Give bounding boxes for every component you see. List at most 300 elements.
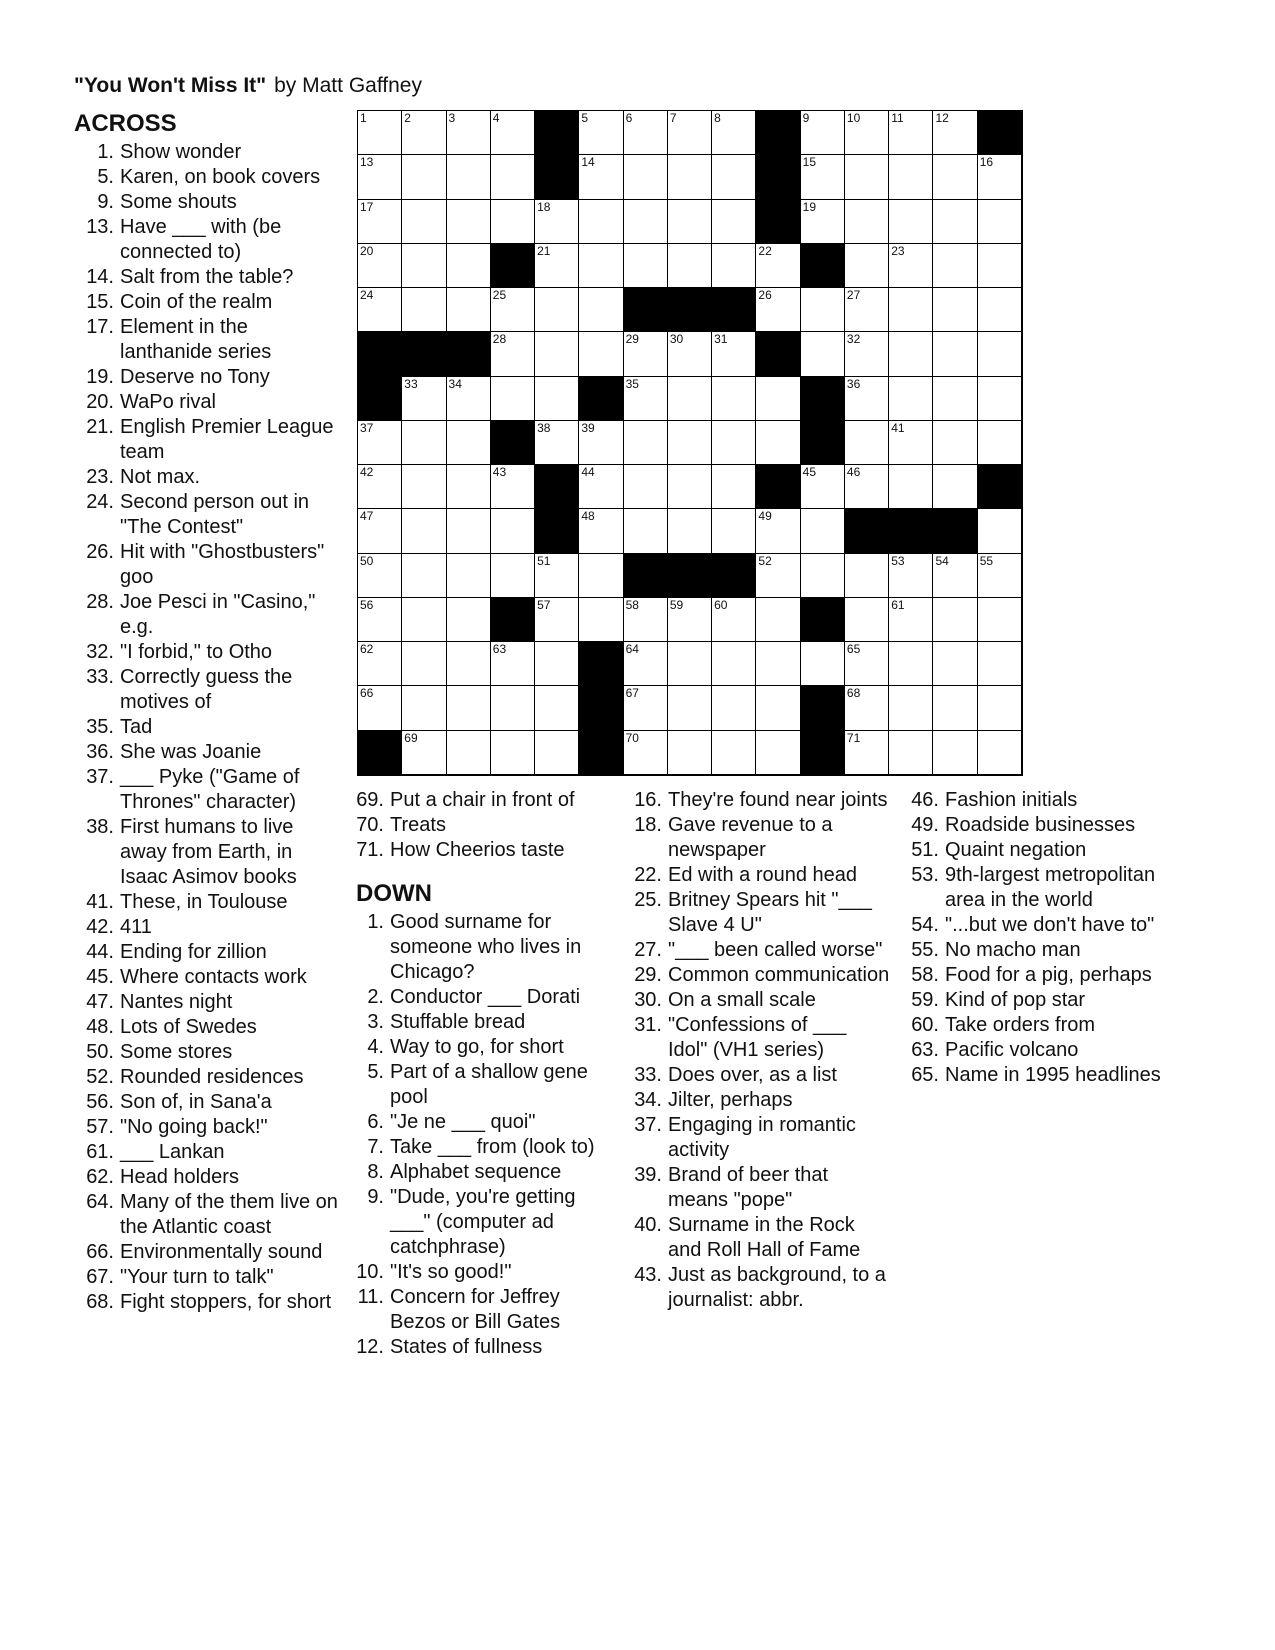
grid-cell[interactable] [668,200,712,244]
grid-cell[interactable] [579,598,623,642]
cell-number: 22 [758,243,772,258]
grid-cell[interactable] [447,288,491,332]
grid-cell[interactable] [491,686,535,730]
cell-number: 33 [404,376,418,391]
clue-text: Salt from the table? [120,266,294,288]
clue-text: Some shouts [120,191,237,213]
grid-cell[interactable] [402,465,446,509]
grid-cell[interactable] [535,332,579,376]
clue-number: 38. [86,816,114,838]
grid-cell[interactable] [756,288,800,332]
black-square [756,155,800,199]
cell-number: 6 [625,111,633,125]
grid-cell[interactable] [712,421,756,465]
grid-cell[interactable] [889,642,933,686]
grid-cell[interactable] [624,155,668,199]
grid-cell[interactable] [756,598,800,642]
across-clue [72,1015,344,1040]
grid-cell[interactable] [978,421,1022,465]
grid-cell[interactable] [889,465,933,509]
grid-cell[interactable] [447,598,491,642]
grid-cell[interactable] [756,642,800,686]
down-clue [620,1063,890,1088]
grid-cell[interactable] [624,377,668,421]
grid-cell[interactable] [756,421,800,465]
grid-cell[interactable] [933,554,977,598]
cell-number: 50 [360,553,374,568]
grid-cell[interactable] [447,731,491,775]
clue-text: Element in the lanthanide series [120,316,272,363]
grid-cell[interactable] [978,686,1022,730]
grid-cell[interactable] [845,155,889,199]
grid-cell[interactable] [933,598,977,642]
grid-cell[interactable] [491,288,535,332]
grid-cell[interactable] [978,244,1022,288]
across-clue [72,1115,344,1140]
clue-text: WaPo rival [120,391,216,413]
grid-cell[interactable] [845,421,889,465]
grid-cell[interactable] [845,598,889,642]
black-square [447,332,491,376]
grid-cell[interactable] [579,465,623,509]
grid-cell[interactable] [447,244,491,288]
clue-number: 44. [86,941,114,963]
grid-cell[interactable] [535,686,579,730]
grid-cell[interactable] [756,244,800,288]
clue-number: 39. [634,1164,662,1186]
grid-cell[interactable] [447,111,491,155]
grid-cell[interactable] [889,377,933,421]
across-heading: ACROSS [74,110,177,137]
grid-cell[interactable] [889,554,933,598]
grid-cell[interactable] [447,200,491,244]
grid-cell[interactable] [845,465,889,509]
grid-cell[interactable] [668,111,712,155]
grid-cell[interactable] [889,421,933,465]
grid-cell[interactable] [801,288,845,332]
grid-cell[interactable] [624,731,668,775]
clue-number: 13. [86,216,114,238]
clue-number: 8. [367,1161,384,1183]
grid-cell[interactable] [624,244,668,288]
clue-number: 43. [634,1264,662,1286]
grid-cell[interactable] [889,111,933,155]
grid-cell[interactable] [933,377,977,421]
clue-number: 3. [367,1011,384,1033]
grid-cell[interactable] [624,111,668,155]
grid-cell[interactable] [889,200,933,244]
grid-cell[interactable] [358,111,402,155]
grid-cell[interactable] [491,155,535,199]
grid-cell[interactable] [801,111,845,155]
grid-cell[interactable] [535,377,579,421]
grid-cell[interactable] [756,509,800,553]
grid-cell[interactable] [889,686,933,730]
grid-cell[interactable] [712,465,756,509]
grid-cell[interactable] [447,155,491,199]
grid-cell[interactable] [845,642,889,686]
clue-text: Put a chair in front of [390,789,575,811]
cell-number: 11 [891,111,904,125]
clue-text: Does over, as a list [668,1064,837,1086]
grid-cell[interactable] [624,200,668,244]
grid-cell[interactable] [845,554,889,598]
clue-number: 69. [356,789,384,811]
grid-cell[interactable] [845,244,889,288]
grid-cell[interactable] [491,642,535,686]
grid-cell[interactable] [579,554,623,598]
down-clue [342,1135,612,1160]
grid-cell[interactable] [579,421,623,465]
cell-number: 30 [669,332,684,347]
grid-cell[interactable] [978,554,1022,598]
grid-cell[interactable] [402,288,446,332]
grid-cell[interactable] [491,731,535,775]
grid-cell[interactable] [624,465,668,509]
grid-cell[interactable] [624,598,668,642]
black-square [579,731,623,775]
clue-text: "___ been called worse" [668,939,883,961]
grid-cell[interactable] [358,155,402,199]
cell-number: 46 [846,465,861,480]
clue-text: Pacific volcano [945,1039,1079,1061]
across-clue [72,165,344,190]
grid-cell[interactable] [978,642,1022,686]
grid-cell[interactable] [801,509,845,553]
clue-number: 54. [911,914,939,936]
clue-number: 2. [367,986,384,1008]
grid-cell[interactable] [535,421,579,465]
black-square [668,288,712,332]
grid-cell[interactable] [933,731,977,775]
grid-cell[interactable] [889,598,933,642]
grid-cell[interactable] [712,155,756,199]
down-clue [897,863,1169,913]
grid-cell[interactable] [801,155,845,199]
down-clue [897,1063,1169,1088]
clue-number: 4. [367,1036,384,1058]
clue-text: Have ___ with (be connected to) [120,216,282,263]
clue-text: Brand of beer that means "pope" [668,1164,829,1211]
grid-cell[interactable] [358,509,402,553]
grid-cell[interactable] [668,731,712,775]
clue-text: English Premier League team [120,416,334,463]
grid-cell[interactable] [447,465,491,509]
grid-cell[interactable] [845,377,889,421]
grid-cell[interactable] [579,200,623,244]
grid-cell[interactable] [358,554,402,598]
grid-cell[interactable] [933,686,977,730]
across-clue [72,365,344,390]
grid-cell[interactable] [712,509,756,553]
grid-cell[interactable] [491,200,535,244]
clue-number: 9. [367,1186,384,1208]
across-clue [342,788,612,813]
clue-number: 42. [86,916,114,938]
clue-number: 52. [86,1066,114,1088]
grid-cell[interactable] [933,288,977,332]
clue-text: Lots of Swedes [120,1016,257,1038]
across-clue [72,1190,344,1240]
clue-number: 34. [634,1089,662,1111]
clue-text: Alphabet sequence [390,1161,562,1183]
down-clue [897,913,1169,938]
across-clue [72,740,344,765]
grid-cell[interactable] [535,731,579,775]
grid-cell[interactable] [402,200,446,244]
grid-cell[interactable] [624,421,668,465]
grid-cell[interactable] [933,465,977,509]
cell-number: 2 [404,111,411,125]
cell-number: 64 [625,642,639,657]
grid-cell[interactable] [889,244,933,288]
grid-cell[interactable] [712,200,756,244]
clue-text: Name in 1995 headlines [945,1064,1161,1086]
down-clue [620,988,890,1013]
grid-cell[interactable] [447,377,491,421]
grid-cell[interactable] [668,598,712,642]
grid-cell[interactable] [491,332,535,376]
grid-cell[interactable] [978,288,1022,332]
grid-cell[interactable] [845,200,889,244]
across-clue [72,590,344,640]
grid-cell[interactable] [624,332,668,376]
grid-cell[interactable] [712,377,756,421]
cell-number: 19 [802,199,817,214]
grid-cell[interactable] [668,509,712,553]
grid-cell[interactable] [978,598,1022,642]
clue-text: Food for a pig, perhaps [945,964,1152,986]
clue-number: 63. [911,1039,939,1061]
grid-cell[interactable] [845,332,889,376]
black-square [756,332,800,376]
down-clue [342,1260,612,1285]
grid-cell[interactable] [933,111,977,155]
grid-cell[interactable] [801,200,845,244]
clue-text: "Your turn to talk" [120,1266,274,1288]
down-clue [620,813,890,863]
grid-cell[interactable] [978,509,1022,553]
clue-number: 53. [911,864,939,886]
grid-cell[interactable] [845,686,889,730]
grid-cell[interactable] [756,554,800,598]
grid-cell[interactable] [402,155,446,199]
down-clue [897,988,1169,1013]
grid-cell[interactable] [933,642,977,686]
grid-cell[interactable] [712,598,756,642]
grid-cell[interactable] [579,155,623,199]
grid-cell[interactable] [668,332,712,376]
grid-cell[interactable] [402,244,446,288]
cell-number: 5 [581,111,589,125]
grid-cell[interactable] [447,642,491,686]
black-square [801,421,845,465]
grid-cell[interactable] [978,200,1022,244]
clue-text: Fashion initials [945,789,1078,811]
clue-number: 60. [911,1014,939,1036]
grid-cell[interactable] [668,155,712,199]
clue-number: 1. [97,141,114,163]
clue-number: 35. [86,716,114,738]
grid-cell[interactable] [358,244,402,288]
grid-cell[interactable] [624,686,668,730]
grid-cell[interactable] [402,686,446,730]
grid-cell[interactable] [933,244,977,288]
author-text: by Matt Gaffney [274,74,422,97]
down-clue [342,910,612,985]
grid-cell[interactable] [978,731,1022,775]
clue-number: 29. [634,964,662,986]
grid-cell[interactable] [402,731,446,775]
grid-cell[interactable] [933,332,977,376]
grid-cell[interactable] [933,200,977,244]
grid-cell[interactable] [801,332,845,376]
grid-cell[interactable] [535,244,579,288]
grid-cell[interactable] [712,111,756,155]
clue-text: Stuffable bread [390,1011,526,1033]
cell-number: 8 [714,111,721,125]
grid-cell[interactable] [535,554,579,598]
grid-cell[interactable] [402,421,446,465]
grid-cell[interactable] [491,377,535,421]
grid-cell[interactable] [535,642,579,686]
grid-cell[interactable] [402,642,446,686]
grid-cell[interactable] [358,200,402,244]
grid-cell[interactable] [668,377,712,421]
grid-cell[interactable] [358,598,402,642]
grid-cell[interactable] [712,244,756,288]
clue-text: Nantes night [120,991,233,1013]
cell-number: 62 [360,642,374,657]
clue-number: 18. [634,814,662,836]
grid-cell[interactable] [491,554,535,598]
clue-text: 411 [120,916,152,938]
grid-cell[interactable] [491,509,535,553]
grid-cell[interactable] [579,509,623,553]
grid-cell[interactable] [402,598,446,642]
clue-text: Take orders from [945,1014,1096,1036]
grid-cell[interactable] [756,377,800,421]
grid-cell[interactable] [978,155,1022,199]
clue-text: "It's so good!" [390,1261,512,1283]
grid-cell[interactable] [535,598,579,642]
grid-cell[interactable] [756,731,800,775]
clue-number: 23. [86,466,114,488]
grid-cell[interactable] [889,288,933,332]
cell-number: 49 [758,509,772,524]
grid-cell[interactable] [668,244,712,288]
grid-cell[interactable] [978,377,1022,421]
grid-cell[interactable] [668,465,712,509]
grid-cell[interactable] [845,731,889,775]
grid-cell[interactable] [579,111,623,155]
grid-cell[interactable] [889,731,933,775]
down-clue [620,938,890,963]
cell-number: 42 [360,465,374,480]
grid-cell[interactable] [402,509,446,553]
black-square [978,111,1022,155]
grid-cell[interactable] [845,288,889,332]
grid-cell[interactable] [978,332,1022,376]
grid-cell[interactable] [402,111,446,155]
grid-cell[interactable] [668,642,712,686]
clue-text: How Cheerios taste [390,839,565,861]
grid-cell[interactable] [447,554,491,598]
grid-cell[interactable] [358,642,402,686]
down-clue [897,838,1169,863]
clue-text: "Confessions of ___ Idol" (VH1 series) [668,1014,847,1061]
clue-text: Ed with a round head [668,864,858,886]
grid-cell[interactable] [447,421,491,465]
cell-number: 28 [492,332,507,347]
grid-cell[interactable] [579,288,623,332]
grid-cell[interactable] [933,155,977,199]
grid-cell[interactable] [535,288,579,332]
grid-cell[interactable] [756,686,800,730]
grid-cell[interactable] [535,200,579,244]
clue-number: 47. [86,991,114,1013]
grid-cell[interactable] [801,642,845,686]
grid-cell[interactable] [712,642,756,686]
black-square [978,465,1022,509]
grid-cell[interactable] [712,332,756,376]
black-square [889,509,933,553]
clue-text: On a small scale [668,989,816,1011]
clue-text: Common communication [668,964,890,986]
grid-cell[interactable] [668,421,712,465]
grid-cell[interactable] [889,332,933,376]
grid-cell[interactable] [447,686,491,730]
grid-cell[interactable] [712,731,756,775]
grid-cell[interactable] [624,509,668,553]
down-clues-col3 [897,788,1169,1088]
across-clue [72,290,344,315]
grid-cell[interactable] [402,377,446,421]
clue-number: 56. [86,1091,114,1113]
black-square [535,465,579,509]
cell-number: 54 [935,553,949,568]
grid-cell[interactable] [447,509,491,553]
clue-number: 37. [86,766,114,788]
clue-text: Deserve no Tony [120,366,270,388]
grid-cell[interactable] [579,244,623,288]
across-clue [72,1065,344,1090]
grid-cell[interactable] [579,332,623,376]
clue-text: Britney Spears hit "___ Slave 4 U" [668,889,872,936]
cell-number: 63 [492,642,507,657]
clue-number: 30. [634,989,662,1011]
grid-cell[interactable] [801,554,845,598]
grid-cell[interactable] [358,686,402,730]
grid-cell[interactable] [712,686,756,730]
clue-text: "I forbid," to Otho [120,641,273,663]
cell-number: 38 [537,420,551,435]
grid-cell[interactable] [358,421,402,465]
grid-cell[interactable] [491,465,535,509]
grid-cell[interactable] [358,465,402,509]
grid-cell[interactable] [624,642,668,686]
cell-number: 71 [846,730,861,745]
grid-cell[interactable] [801,465,845,509]
clue-number: 45. [86,966,114,988]
grid-cell[interactable] [845,111,889,155]
grid-cell[interactable] [358,288,402,332]
grid-cell[interactable] [402,554,446,598]
grid-cell[interactable] [933,421,977,465]
grid-cell[interactable] [889,155,933,199]
grid-cell[interactable] [668,686,712,730]
grid-cell[interactable] [491,111,535,155]
